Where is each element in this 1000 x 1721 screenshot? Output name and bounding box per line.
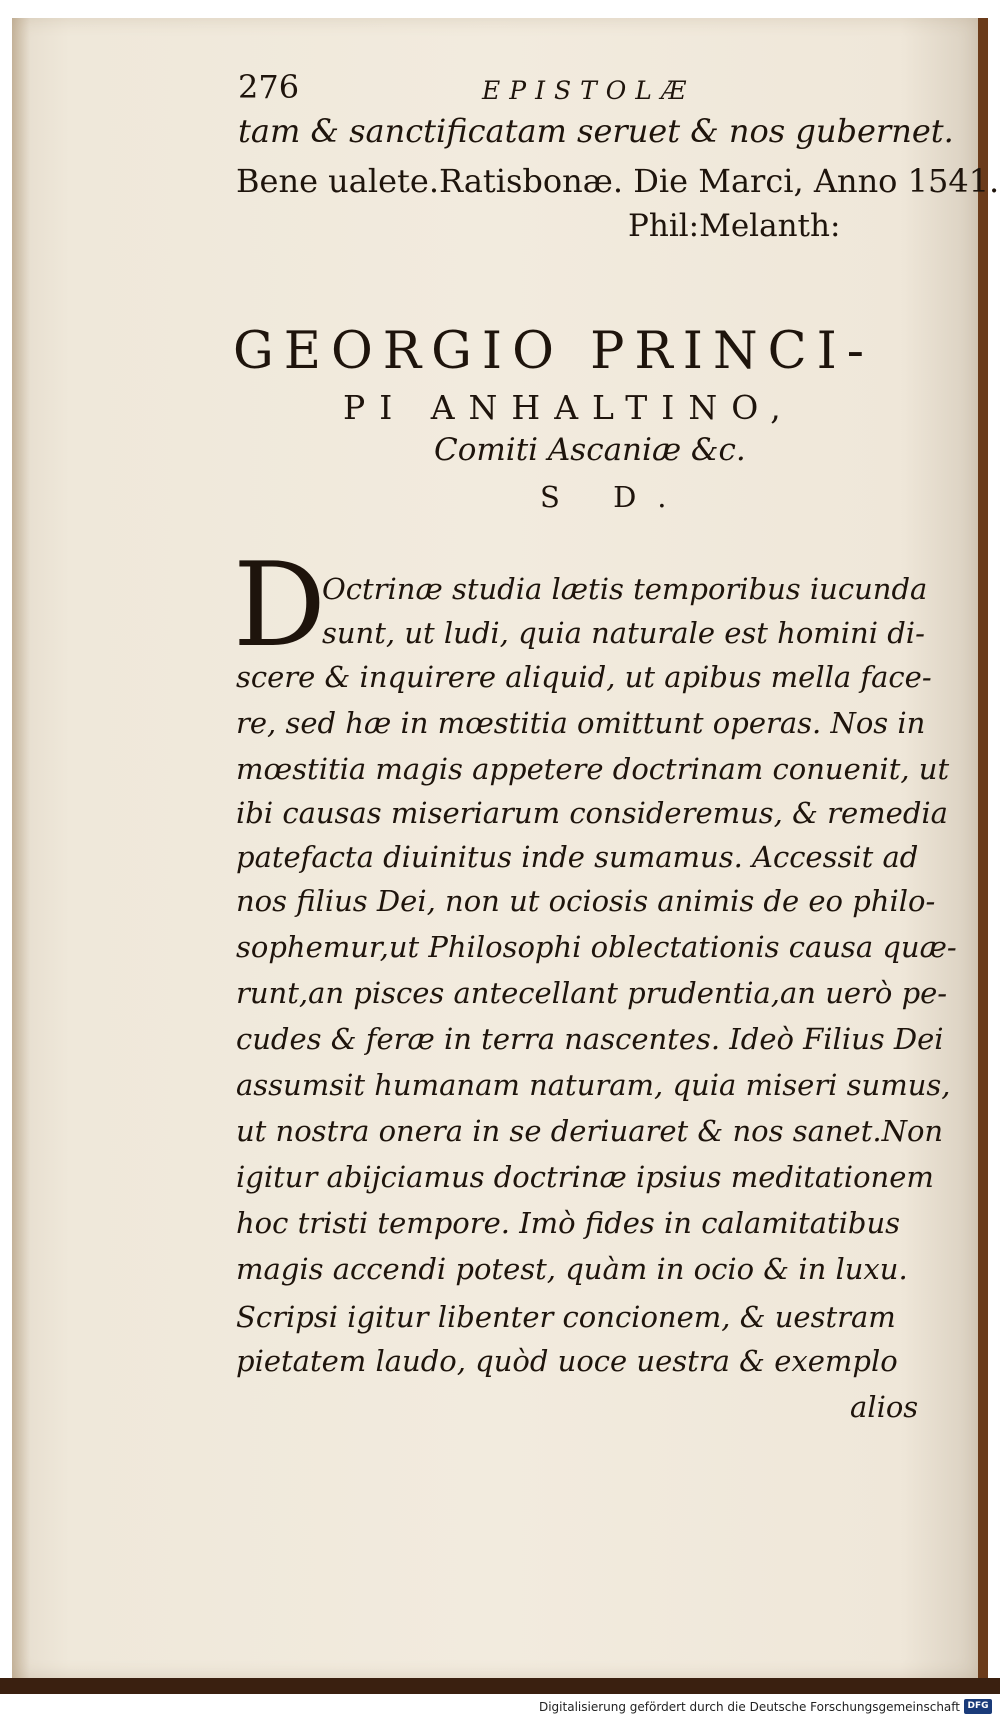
letter-line: ibi causas miseriarum consideremus, & remedia (236, 796, 948, 830)
letter-line: scere & inquirere aliquid, ut apibus mella face- (236, 660, 932, 694)
letter-line: sunt, ut ludi, quia naturale est homini di- (322, 616, 925, 650)
letter-line: nos filius Dei, non ut ociosis animis de eo philo- (236, 884, 936, 918)
catchword: alios (850, 1390, 919, 1424)
letter-line: Scripsi igitur libenter concionem, & uestram (236, 1300, 896, 1334)
letter-line: hoc tristi tempore. Imò fides in calamitatibus (236, 1206, 901, 1240)
page-number: 276 (238, 68, 300, 106)
letter-line: mœstitia magis appetere doctrinam conuenit, ut (236, 752, 950, 786)
letter-line: sophemur,ut Philosophi oblectationis causa quæ- (236, 930, 957, 964)
spine-shadow (12, 18, 30, 1678)
letter-line: magis accendi potest, quàm in ocio & in luxu. (236, 1252, 908, 1286)
letter-line: runt,an pisces antecellant prudentia,an uerò pe- (236, 976, 948, 1010)
prev-letter-line-2: Bene ualete.Ratisbonæ. Die Marci, Anno 1541. (236, 162, 1000, 200)
prev-letter-line-1: tam & sanctificatam seruet & nos gubernet. (238, 112, 954, 150)
running-head: EPISTOLÆ (482, 76, 695, 105)
heading-line-2: PI ANHALTINO, (343, 388, 795, 427)
letter-line: Octrinæ studia lætis temporibus iucunda (322, 572, 928, 606)
digitization-credit: Digitalisierung gefördert durch die Deutsche Forschungsgemeinschaft (538, 1700, 960, 1714)
letter-line: assumsit humanam naturam, quia miseri sumus, (236, 1068, 951, 1102)
heading-line-3: Comiti Ascaniæ &c. (434, 432, 746, 468)
letter-line: patefacta diuinitus inde sumamus. Accessit ad (236, 840, 919, 874)
drop-cap: D (233, 538, 327, 673)
dfg-logo-icon: DFG (964, 1699, 992, 1714)
page-bottom-edge (0, 1678, 1000, 1694)
letter-line: re, sed hæ in mœstitia omittunt operas. Nos in (236, 706, 926, 740)
prev-letter-signature: Phil:Melanth: (628, 208, 841, 244)
letter-line: ut nostra onera in se deriuaret & nos sanet.Non (236, 1114, 944, 1148)
letter-line: cudes & feræ in terra nascentes. Ideò Filius Dei (236, 1022, 944, 1056)
letter-line: igitur abijciamus doctrinæ ipsius meditationem (236, 1160, 934, 1194)
heading-line-1: GEORGIO PRINCI- (233, 322, 874, 381)
heading-line-4: S D. (540, 480, 689, 514)
letter-line: pietatem laudo, quòd uoce uestra & exemplo (236, 1344, 898, 1378)
